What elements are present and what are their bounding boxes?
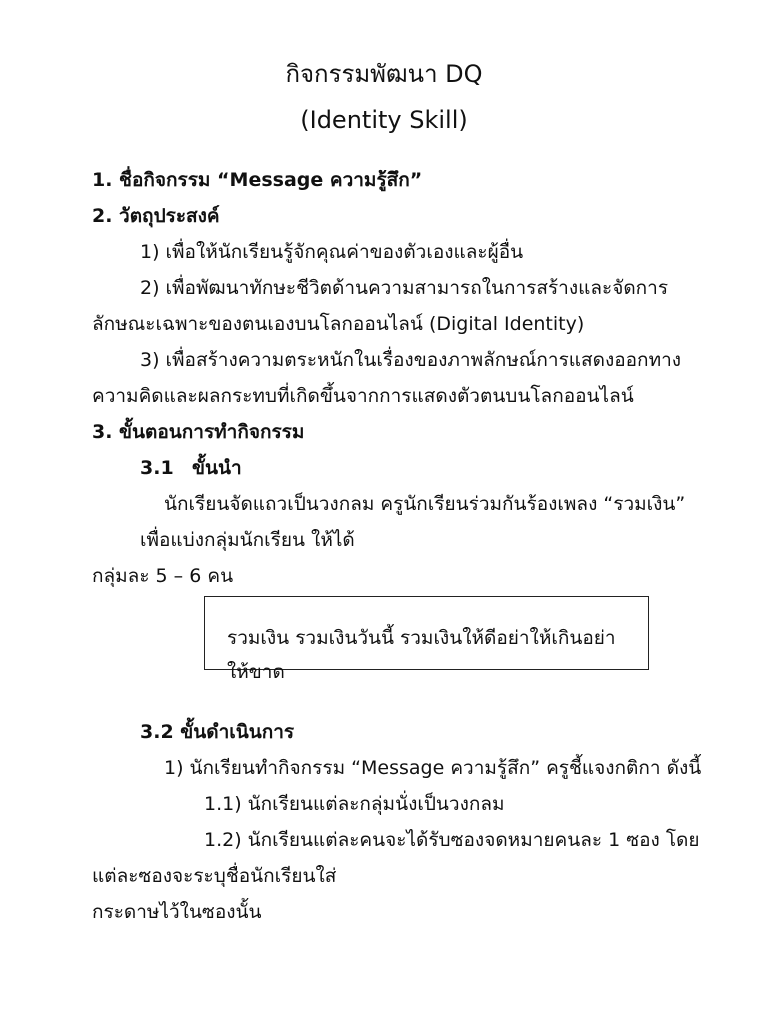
section2-heading: 2. วัตถุประสงค์ [92, 205, 220, 227]
section1-heading: 1. ชื่อกิจกรรม “Message ความรู้สึก” [92, 169, 423, 191]
step-3-1-line1: นักเรียนจัดแถวเป็นวงกลม ครูนักเรียนร่วมกันร้องเพลง “รวมเงิน” [164, 493, 686, 515]
objective-3-line1: 3) เพื่อสร้างความตระหนักในเรื่องของภาพลักษณ์การแสดงออกทาง [140, 349, 682, 371]
step-3-2-item1: 1) นักเรียนทำกิจกรรม “Message ความรู้สึก” ครูชี้แจงกติกา ดังนี้ [164, 757, 702, 779]
document-title-line2: (Identity Skill) [300, 106, 468, 134]
step-3-2-sub2-line2: แต่ละซองจะระบุชื่อนักเรียนใส่ [92, 865, 337, 887]
step-3-2-sub2-line1: 1.2) นักเรียนแต่ละคนจะได้รับซองจดหมายคนละ 1 ซอง โดย [204, 829, 700, 851]
objective-2-line2: ลักษณะเฉพาะของตนเองบนโลกออนไลน์ (Digital Identity) [92, 313, 585, 335]
step-3-2-heading: 3.2 ขั้นดำเนินการ [140, 721, 295, 743]
document-title-line1: กิจกรรมพัฒนา DQ [285, 60, 483, 88]
step-3-1-line2: เพื่อแบ่งกลุ่มนักเรียน ให้ได้ [140, 529, 355, 551]
step-3-2-sub1: 1.1) นักเรียนแต่ละกลุ่มนั่งเป็นวงกลม [204, 793, 505, 815]
step-3-1-line3: กลุ่มละ 5 – 6 คน [92, 565, 234, 587]
objective-1: 1) เพื่อให้นักเรียนรู้จักคุณค่าของตัวเองและผู้อื่น [140, 241, 524, 263]
step-3-1-number: 3.1 [140, 457, 174, 479]
song-lyrics-text: รวมเงิน รวมเงินวันนี้ รวมเงินให้ดีอย่าให้เกินอย่าให้ขาด [227, 627, 616, 683]
song-lyrics-box [204, 596, 649, 683]
section3-heading: 3. ขั้นตอนการทำกิจกรรม [92, 421, 305, 443]
step-3-1-label: ขั้นนำ [192, 457, 242, 479]
objective-3-line2: ความคิดและผลกระทบที่เกิดขึ้นจากการแสดงตัวตนบนโลกออนไลน์ [92, 385, 634, 407]
step-3-2-sub2-line3: กระดาษไว้ในซองนั้น [92, 901, 262, 923]
objective-2-line1: 2) เพื่อพัฒนาทักษะชีวิตด้านความสามารถในการสร้างและจัดการ [140, 277, 669, 299]
